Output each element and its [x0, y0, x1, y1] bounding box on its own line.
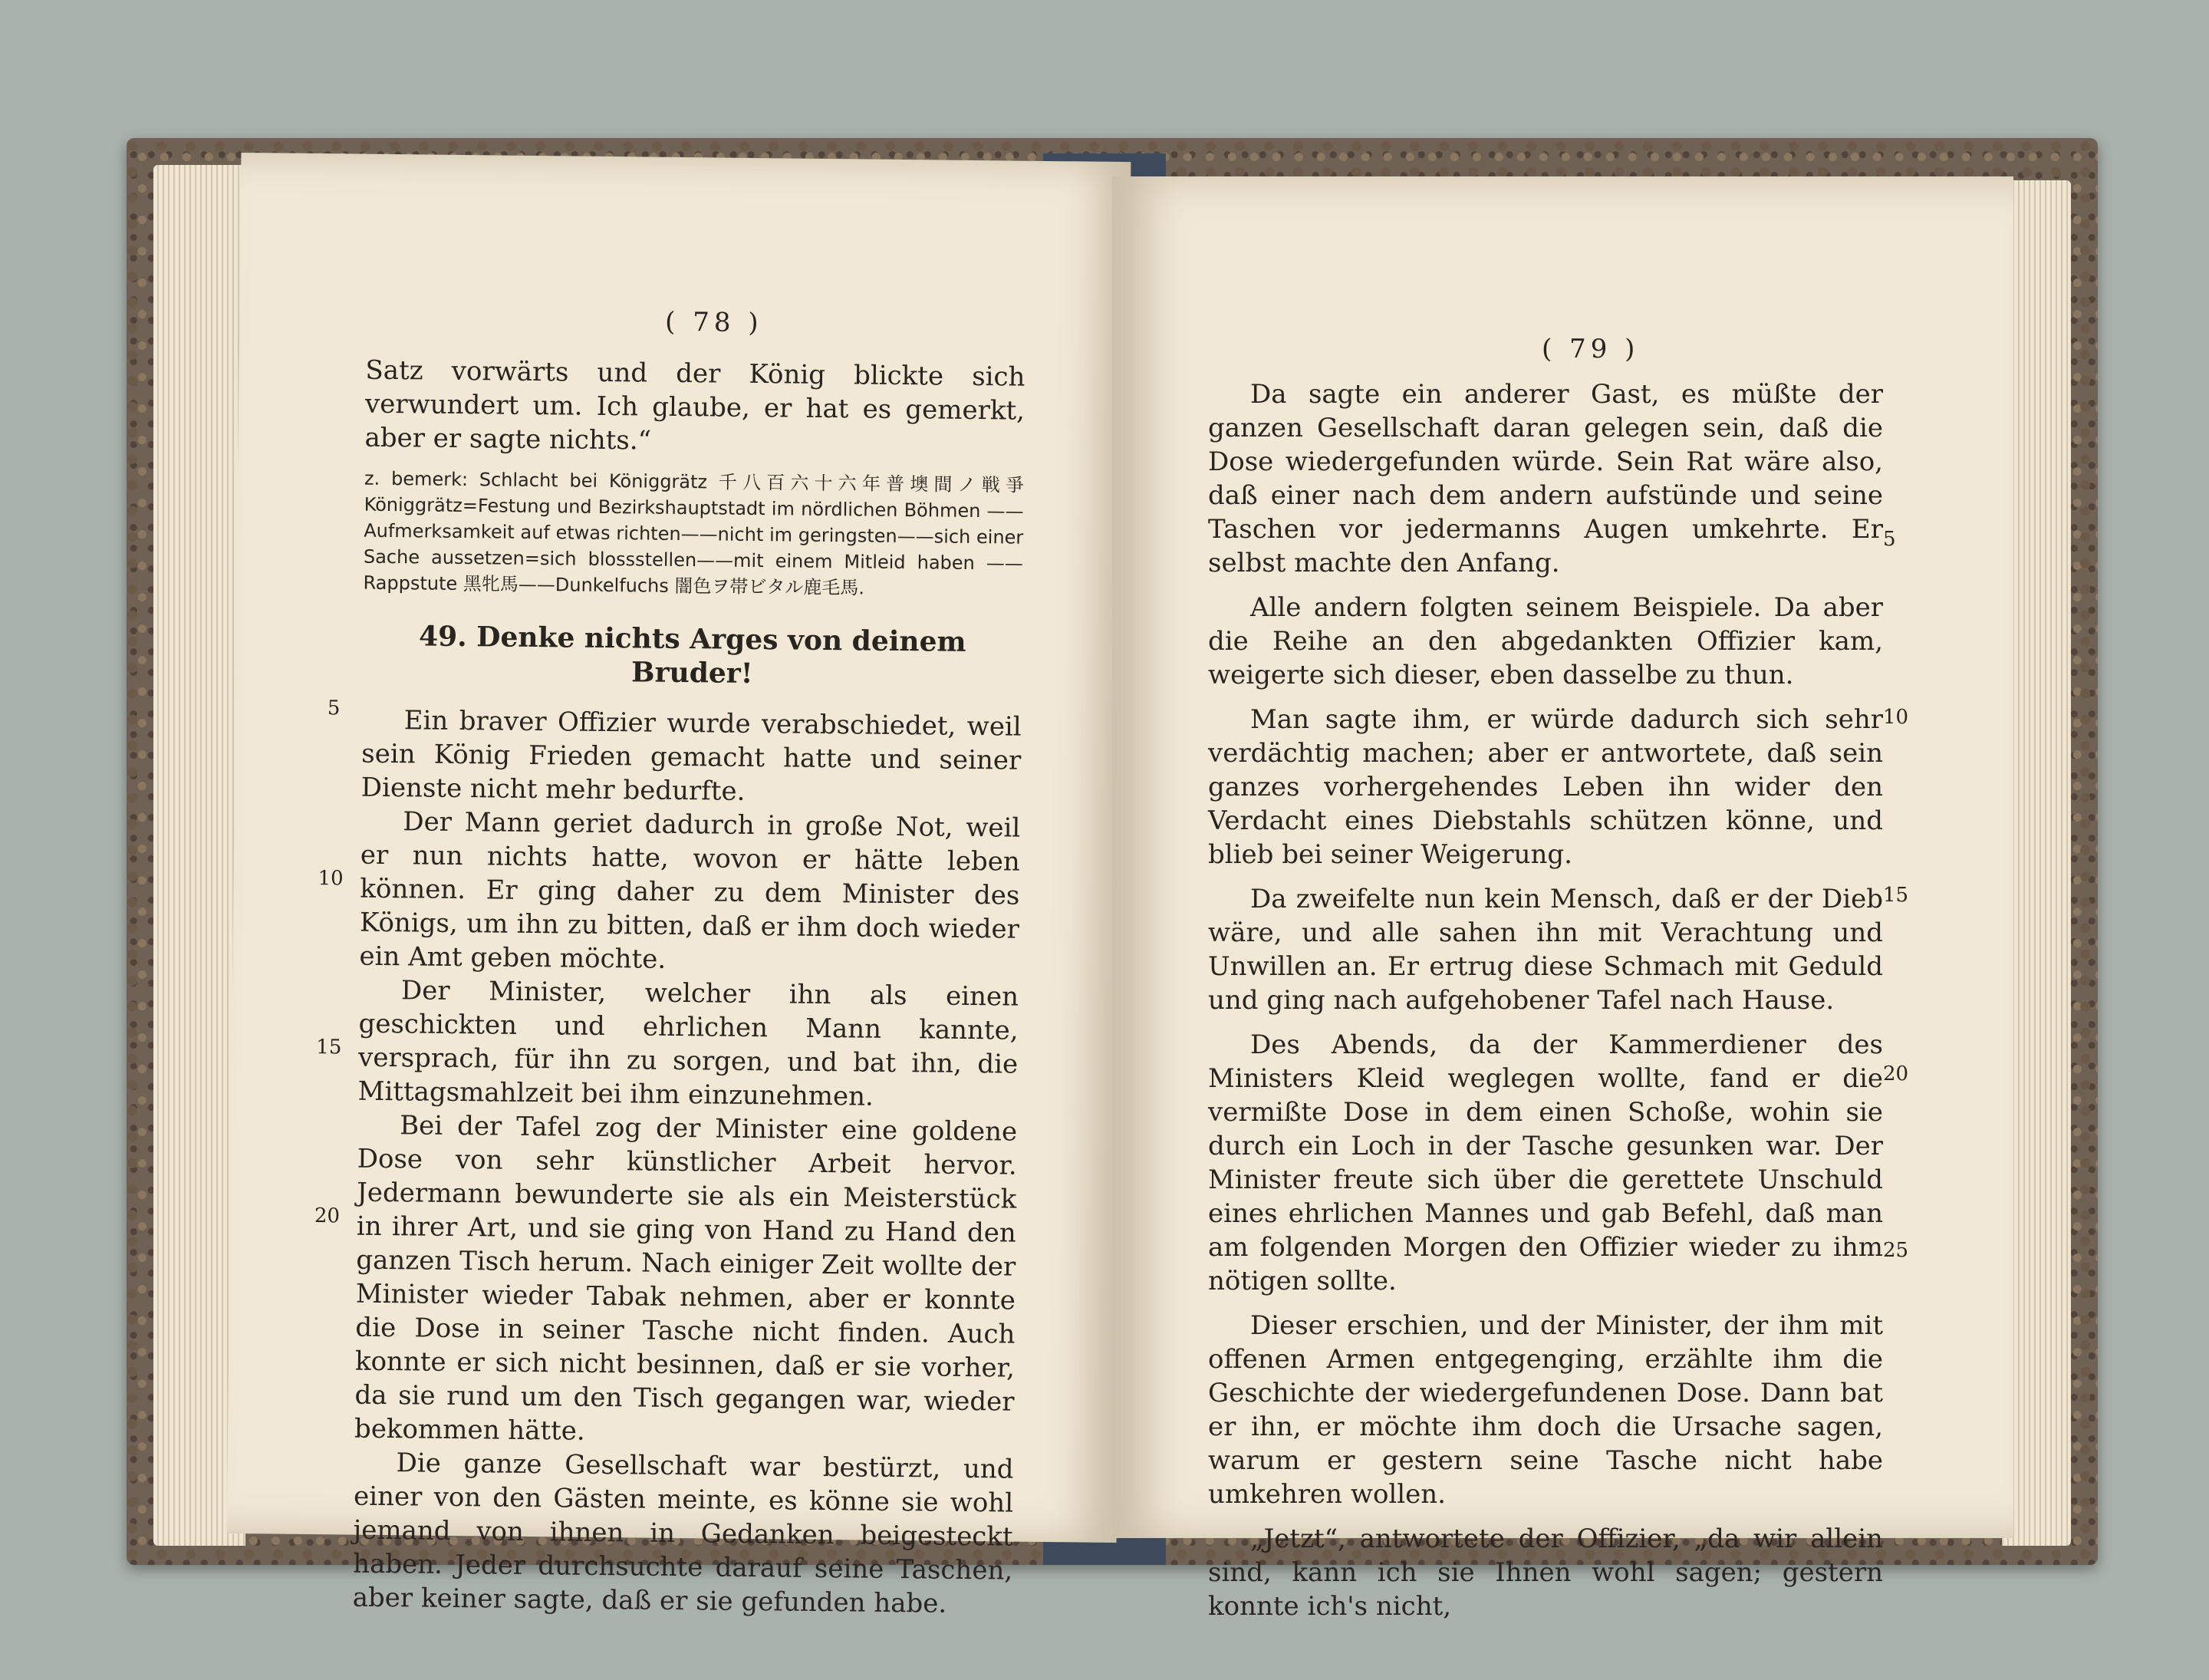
line-number: 15 — [316, 1036, 342, 1059]
paragraph: Der Minister, welcher ihn als einen geschickten und ehrlichen Mann kannte, versprach, für ihn zu sorgen, und bat ihn, die Mittagsmahlzeit bei ihm einzunehmen. — [357, 975, 1019, 1112]
paragraph: Dieser erschien, und der Minister, der ihm mit offenen Armen entgegenging, erzählte ihm die Geschichte der wiedergefundenen Dose. Dann bat er ihn, er möchte ihm doch die Ursache sagen, warum er gestern seine Tasche nicht habe umkehren wollen. — [1208, 1310, 1883, 1510]
vocabulary-note: z. bemerk: Schlacht bei Königgrätz 千八百六十六年普墺間ノ戦爭 Königgrätz=Festung und Bezirkshauptstadt im nördlichen Böhmen ——Aufmerksamkeit auf etwas richten——nicht im geringsten——sich einer Sache aussetzen=sich blossstellen——mit einem Mitleid haben ——Rappstute 黑牝馬——Dunkelfuchs 闇色ヲ帯ビタル鹿毛馬. — [363, 467, 1025, 599]
line-number: 10 — [1883, 706, 1909, 729]
right-page-body — [1208, 377, 1883, 1623]
continuation-text: Satz vorwärts und der König blickte sich verwundert um. Ich glaube, er hat es gemerkt, aber er sagte nichts.“ — [364, 354, 1025, 456]
paragraph: Der Mann geriet dadurch in große Not, weil er nun nichts hatte, wovon er hätte leben können. Er ging daher zu dem Minister des Königs, um ihn zu bitten, daß er ihm doch wieder ein Amt geben möchte. — [359, 806, 1021, 975]
line-number: 10 — [318, 867, 344, 891]
paragraph: Alle andern folgten seinem Beispiele. Da aber die Reihe an den abgedankten Offizier kam, weigerte sich dieser, eben dasselbe zu thun. — [1208, 592, 1883, 690]
line-number: 25 — [1883, 1239, 1909, 1262]
line-number: 20 — [1883, 1062, 1909, 1085]
story-heading: 49. Denke nichts Arges von deinem Bruder! — [418, 620, 966, 690]
paragraph: Bei der Tafel zog der Minister eine goldene Dose von sehr künstlicher Arbeit hervor. Jedermann bewunderte sie als ein Meisterstück in ihrer Art, und sie ging von Hand zu Hand den ganzen Tisch herum. Nach einiger Zeit wollte der Minister wieder Tabak nehmen, aber er konnte die Dose in seiner Tasche nicht finden. Auch konnte er sich nicht besinnen, daß er sie vorher, da sie rund um den Tisch gegangen war, wieder bekommen hätte. — [354, 1110, 1018, 1447]
paragraph: „Jetzt“, antwortete der Offizier, „da wir allein sind, kann ich sie Ihnen wohl sagen; gestern konnte ich's nicht, — [1208, 1524, 1883, 1622]
line-number: 5 — [327, 697, 341, 720]
paragraph: Die ganze Gesellschaft war bestürzt, und einer von den Gästen meinte, es könne sie wohl jemand von ihnen in Gedanken beigesteckt haben. Jeder durchsuchte darauf seine Taschen, aber keiner sagte, daß er sie gefunden habe. — [352, 1448, 1014, 1619]
paragraph: Man sagte ihm, er würde dadurch sich sehr verdächtig machen; aber er antwortete, daß sein ganzes vorhergehendes Leben ihn wider den Verdacht eines Diebstahls schützen könne, und blieb bei seiner Weigerung. — [1208, 704, 1883, 870]
paragraph: Da zweifelte nun kein Mensch, daß er der Dieb wäre, und alle sahen ihn mit Verachtung und Unwillen an. Er ertrug diese Schmach mit Geduld und ging nach aufgehobener Tafel nach Hause. — [1208, 884, 1883, 1016]
line-number: 15 — [1883, 884, 1909, 907]
line-number: 20 — [314, 1204, 341, 1228]
paragraph: Des Abends, da der Kammerdiener des Ministers Kleid weglegen wollte, fand er die vermißte Dose in dem einen Schoße, wohin sie durch ein Loch in der Tasche gesunken war. Der Minister freute sich über die gerettete Unschuld eines ehrlichen Mannes und gab Befehl, daß man am folgenden Morgen den Offizier wieder zu ihm nötigen sollte. — [1208, 1029, 1883, 1296]
page-number: ( 79 ) — [1542, 334, 1640, 364]
paragraph: Da sagte ein anderer Gast, es müßte der ganzen Gesellschaft daran gelegen sein, daß die Dose wiedergefunden würde. Sein Rat wäre also, daß einer nach dem andern aufstünde und seine Taschen vor jedermanns Augen umkehrte. Er selbst machte den Anfang. — [1208, 379, 1883, 578]
paragraph: Ein braver Offizier wurde verabschiedet, weil sein König Frieden gemacht hatte und seiner Dienste nicht mehr bedurfte. — [360, 705, 1022, 807]
left-page — [227, 153, 1131, 1619]
left-page-body — [353, 354, 1025, 1622]
page-number: ( 78 ) — [664, 306, 763, 339]
right-page — [1112, 176, 2013, 1622]
line-number: 5 — [1883, 528, 1896, 551]
